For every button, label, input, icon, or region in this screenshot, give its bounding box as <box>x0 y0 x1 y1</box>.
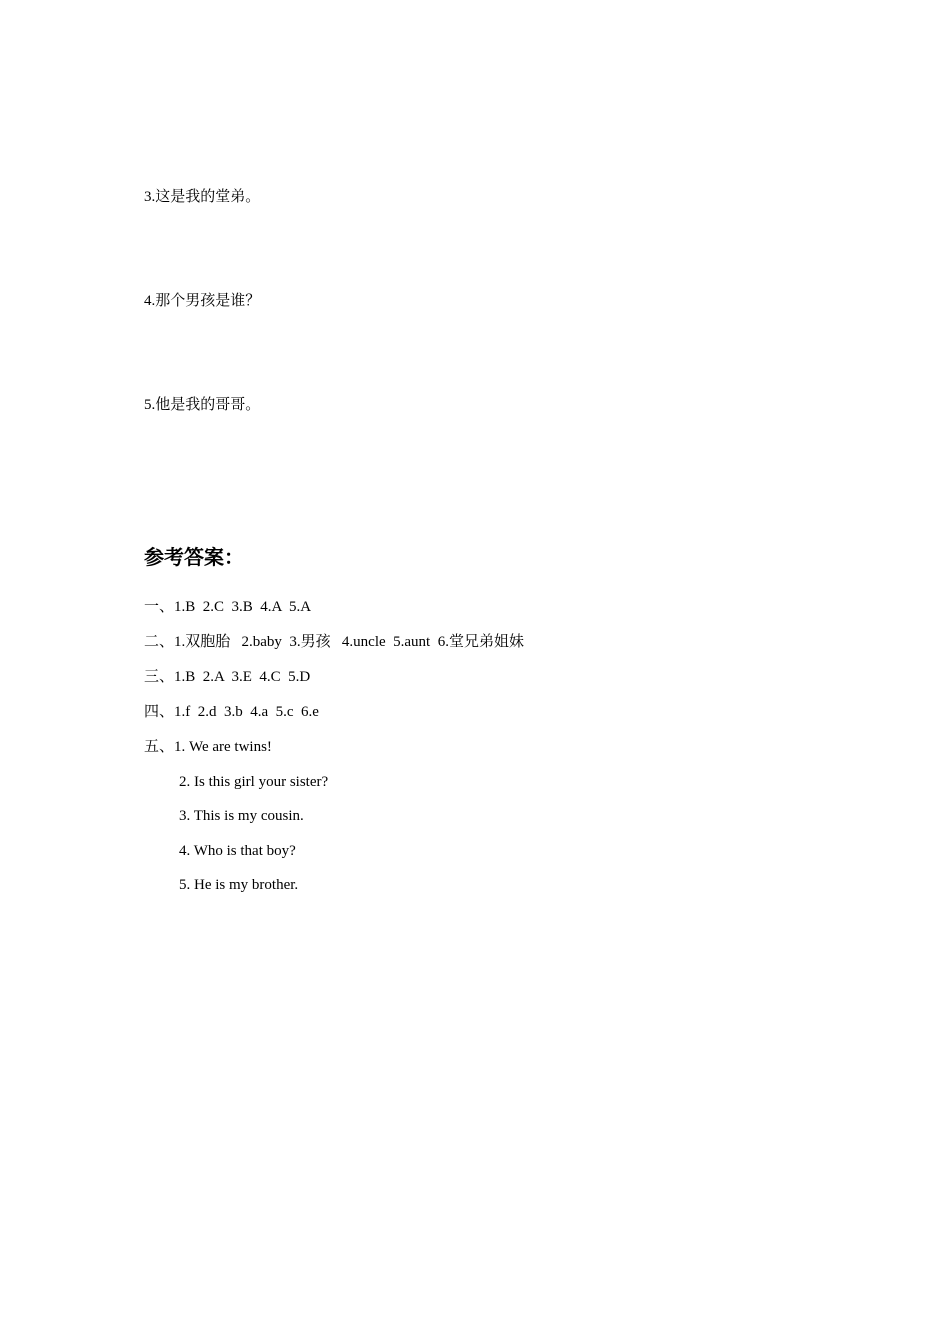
answer-section-5-item-3: 3. This is my cousin. <box>179 808 304 824</box>
question-5: 5.他是我的哥哥。 <box>144 397 261 413</box>
answer-section-5-item-4: 4. Who is that boy? <box>179 843 296 859</box>
answer-section-4: 四、1.f 2.d 3.b 4.a 5.c 6.e <box>144 704 319 720</box>
answers-title: 参考答案： <box>144 547 244 569</box>
answer-section-5-item-2: 2. Is this girl your sister? <box>179 774 329 790</box>
answer-section-5-item-5: 5. He is my brother. <box>179 877 299 893</box>
question-4: 4.那个男孩是谁？ <box>144 293 261 309</box>
question-3: 3.这是我的堂弟。 <box>144 189 261 205</box>
answer-section-2: 二、1.双胞胎 2.baby 3.男孩 4.uncle 5.aunt 6.堂兄弟姐妹 <box>144 634 524 650</box>
answer-section-3: 三、1.B 2.A 3.E 4.C 5.D <box>144 669 311 685</box>
answer-section-5-item-1: 五、1. We are twins! <box>144 739 272 755</box>
answer-section-1: 一、1.B 2.C 3.B 4.A 5.A <box>144 599 312 615</box>
